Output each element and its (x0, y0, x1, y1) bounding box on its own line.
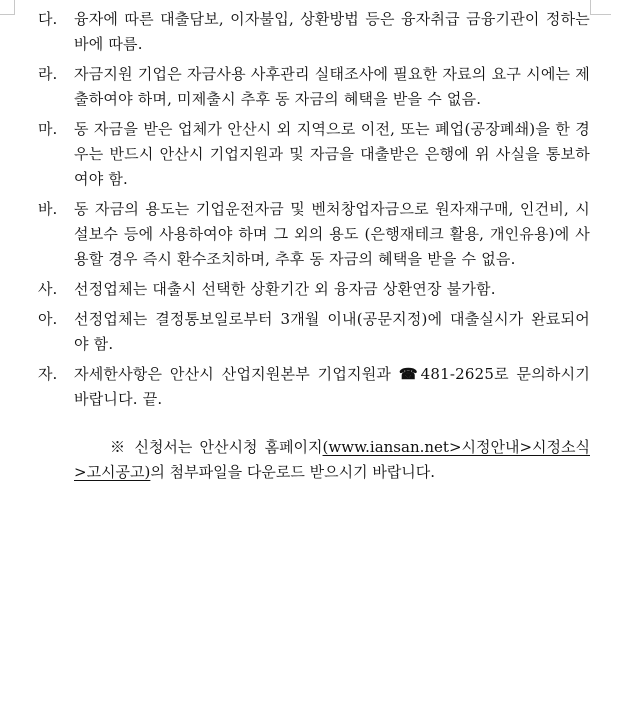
contact-text: 자세한사항은 안산시 산업지원본부 기업지원과 (74, 365, 399, 383)
item-text: 자금지원 기업은 자금사용 사후관리 실태조사에 필요한 자료의 요구 시에는 제출하여야 하며, 미제출시 추후 동 자금의 혜택을 받을 수 없음. (74, 65, 590, 108)
application-note (38, 435, 590, 485)
list-item-ba (38, 197, 590, 272)
homepage-link[interactable]: (www.iansan.net>시정안내>시정소식>고시공고) (74, 438, 590, 481)
item-label: 사. (38, 280, 58, 298)
telephone-icon: ☎ (398, 365, 421, 383)
note-text: 신청서는 안산시청 홈페이지 (127, 438, 323, 456)
page-margin-marker-left (0, 0, 15, 15)
phone-number: 481-2625 (420, 365, 495, 383)
item-text: 융자에 따른 대출담보, 이자불입, 상환방법 등은 융자취급 금융기관이 정하는 바에 따름. (74, 10, 590, 53)
list-item-ja (38, 362, 590, 412)
item-text: 선정업체는 대출시 선택한 상환기간 외 융자금 상환연장 불가함. (74, 280, 496, 298)
note-text-end: 의 첨부파일을 다운로드 받으시기 바랍니다. (150, 463, 436, 481)
item-label: 마. (38, 120, 58, 138)
item-label: 바. (38, 200, 58, 218)
list-item-da (38, 7, 590, 57)
document-body (38, 7, 590, 485)
item-label: 다. (38, 10, 58, 28)
item-text: 선정업체는 결정통보일로부터 3개월 이내(공문지정)에 대출실시가 완료되어야 함. (74, 310, 590, 353)
list-item-ra (38, 62, 590, 112)
contact-text-end: 로 문의하시기 바랍니다. 끝. (74, 365, 591, 408)
reference-mark-icon: ※ (110, 438, 128, 456)
item-label: 자. (38, 365, 58, 383)
item-text: 동 자금의 용도는 기업운전자금 및 벤처창업자금으로 원자재구매, 인건비, 시설보수 등에 사용하여야 하며 그 외의 용도 (은행재테크 활용, 개인유용)에 사용할 경우 즉시 환수조치하며, 추후 동 자금의 혜택을 받을 수 없음. (74, 200, 590, 268)
list-item-ma (38, 117, 590, 192)
item-label: 라. (38, 65, 58, 83)
list-item-a (38, 307, 590, 357)
page-margin-marker-right (590, 0, 611, 15)
item-text: 동 자금을 받은 업체가 안산시 외 지역으로 이전, 또는 폐업(공장폐쇄)을 한 경우는 반드시 안산시 기업지원과 및 자금을 대출받은 은행에 위 사실을 통보하여야 함. (74, 120, 590, 188)
item-text (74, 362, 590, 412)
list-item-sa (38, 277, 590, 302)
item-label: 아. (38, 310, 58, 328)
